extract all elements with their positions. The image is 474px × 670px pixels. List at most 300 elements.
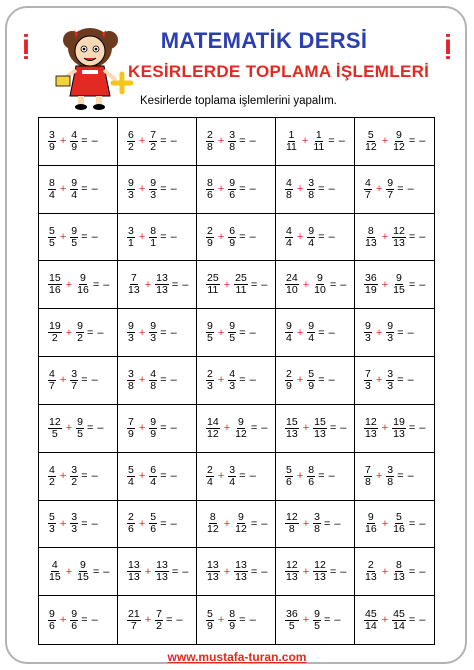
denominator: 11	[286, 140, 297, 153]
answer-blank: –	[182, 565, 189, 578]
exercise-cell	[197, 166, 276, 214]
fraction-right	[228, 178, 236, 201]
numerator: 9	[71, 607, 78, 620]
denominator: 15	[393, 284, 405, 297]
answer-blank: –	[176, 614, 183, 627]
fraction-right	[313, 417, 327, 440]
exercise-cell	[118, 453, 197, 501]
fraction-right	[392, 273, 406, 296]
fraction-right	[386, 369, 394, 392]
fraction-left	[48, 512, 56, 535]
numerator: 9	[150, 176, 157, 189]
equals-sign: =	[329, 278, 337, 291]
denominator: 10	[314, 284, 326, 297]
denominator: 9	[229, 236, 236, 249]
fraction-left	[206, 369, 214, 392]
plus-sign: +	[375, 183, 383, 196]
plus-sign: +	[381, 565, 389, 578]
numerator: 9	[77, 415, 83, 428]
denominator: 6	[49, 619, 55, 632]
fraction-right	[155, 560, 169, 583]
equals-sign: =	[408, 278, 416, 291]
fraction-right	[149, 321, 157, 344]
answer-blank: –	[407, 183, 414, 196]
numerator: 5	[286, 463, 292, 476]
plus-sign: +	[138, 470, 146, 483]
numerator: 5	[49, 224, 55, 237]
denominator: 3	[387, 379, 394, 392]
denominator: 13	[235, 571, 247, 584]
numerator: 13	[235, 559, 247, 572]
answer-blank: –	[249, 374, 256, 387]
numerator: 3	[71, 463, 78, 476]
numerator: 3	[229, 463, 236, 476]
numerator: 5	[128, 463, 134, 476]
denominator: 5	[51, 427, 58, 440]
fraction-right	[392, 512, 406, 535]
page-subtitle: KESİRLERDE TOPLAMA İŞLEMLERİ	[128, 62, 430, 81]
numerator: 5	[396, 511, 402, 524]
numerator: 13	[156, 559, 168, 572]
brand-logo-right: ị	[444, 29, 452, 60]
numerator: 15	[314, 415, 326, 428]
fraction-left	[364, 369, 372, 392]
plus-sign: +	[138, 183, 146, 196]
exercise-cell	[118, 357, 197, 405]
answer-blank: –	[407, 326, 414, 339]
numerator: 25	[207, 272, 219, 285]
equals-sign: =	[318, 470, 325, 483]
fraction-right	[70, 512, 78, 535]
numerator: 7	[130, 272, 137, 285]
equals-sign: =	[408, 231, 416, 244]
exercise-cell	[355, 166, 434, 214]
numerator: 9	[128, 176, 134, 189]
fraction-left	[206, 130, 214, 153]
answer-blank: –	[340, 278, 347, 291]
fraction-right	[234, 512, 248, 535]
plus-sign: +	[223, 278, 231, 291]
fraction-right	[392, 130, 406, 153]
exercise-cell	[118, 309, 197, 357]
fraction-right	[228, 609, 236, 632]
numerator: 8	[150, 224, 157, 237]
exercise-cell	[276, 596, 355, 644]
numerator: 2	[128, 511, 134, 524]
answer-blank: –	[170, 470, 177, 483]
exercise-cell	[355, 405, 434, 453]
denominator: 9	[150, 427, 157, 440]
fraction-left	[206, 560, 220, 583]
numerator: 5	[207, 607, 213, 620]
fraction-left	[206, 226, 214, 249]
exercise-cell	[118, 214, 197, 262]
numerator: 3	[128, 224, 134, 237]
equals-sign: =	[329, 422, 337, 435]
fraction-left	[285, 130, 298, 153]
denominator: 6	[71, 619, 78, 632]
plus-sign: +	[381, 135, 389, 148]
fraction-left	[364, 178, 372, 201]
answer-blank: –	[97, 422, 104, 435]
denominator: 3	[150, 332, 157, 345]
fraction-left	[285, 178, 293, 201]
equals-sign: =	[160, 374, 167, 387]
instruction-text: Kesirlerde toplama işlemlerini yapalım.	[140, 95, 337, 107]
fraction-right	[70, 178, 78, 201]
equals-sign: =	[397, 183, 404, 196]
fraction-right	[234, 417, 248, 440]
fraction-right	[155, 609, 163, 632]
equals-sign: =	[160, 183, 167, 196]
answer-blank: –	[91, 374, 98, 387]
denominator: 12	[207, 427, 219, 440]
numerator: 8	[308, 463, 315, 476]
numerator: 3	[128, 367, 134, 380]
equals-sign: =	[239, 135, 246, 148]
numerator: 4	[49, 463, 55, 476]
denominator: 3	[71, 523, 78, 536]
fraction-right	[307, 226, 315, 249]
numerator: 9	[128, 320, 134, 333]
denominator: 16	[77, 284, 89, 297]
numerator: 8	[229, 607, 236, 620]
equals-sign: =	[239, 614, 246, 627]
numerator: 9	[49, 607, 55, 620]
exercise-cell	[197, 214, 276, 262]
exercise-grid	[38, 117, 435, 645]
exercise-cell	[355, 357, 434, 405]
denominator: 15	[49, 571, 61, 584]
fraction-right	[386, 321, 394, 344]
plus-sign: +	[59, 517, 67, 530]
fraction-right	[312, 130, 325, 153]
numerator: 15	[286, 415, 298, 428]
plus-sign: +	[296, 231, 304, 244]
numerator: 4	[229, 367, 236, 380]
denominator: 8	[308, 188, 315, 201]
plus-sign: +	[138, 374, 146, 387]
equals-sign: =	[171, 565, 179, 578]
plus-sign: +	[217, 326, 225, 339]
fraction-left	[285, 369, 293, 392]
plus-sign: +	[302, 517, 310, 530]
denominator: 12	[365, 140, 377, 153]
fraction-left	[127, 609, 141, 632]
equals-sign: =	[318, 231, 325, 244]
fraction-right	[70, 609, 78, 632]
plus-sign: +	[381, 422, 389, 435]
fraction-right	[149, 512, 157, 535]
equals-sign: =	[92, 278, 100, 291]
exercise-cell	[118, 166, 197, 214]
answer-blank: –	[419, 135, 426, 148]
fraction-left	[206, 512, 220, 535]
denominator: 9	[308, 379, 315, 392]
plus-sign: +	[217, 470, 225, 483]
fraction-right	[228, 369, 236, 392]
denominator: 4	[207, 475, 213, 488]
fraction-left	[127, 273, 141, 296]
numerator: 12	[314, 559, 326, 572]
fraction-right	[307, 178, 315, 201]
exercise-cell	[276, 501, 355, 549]
answer-blank: –	[249, 614, 256, 627]
denominator: 16	[365, 523, 377, 536]
denominator: 3	[365, 332, 371, 345]
answer-blank: –	[103, 278, 110, 291]
fraction-right	[149, 226, 157, 249]
numerator: 3	[71, 367, 78, 380]
denominator: 13	[286, 571, 298, 584]
denominator: 4	[286, 332, 292, 345]
fraction-right	[70, 369, 78, 392]
answer-blank: –	[249, 135, 256, 148]
fraction-left	[364, 512, 378, 535]
plus-sign: +	[138, 326, 146, 339]
exercise-cell	[276, 548, 355, 596]
fraction-left	[364, 465, 372, 488]
fraction-left	[127, 130, 135, 153]
fraction-right	[313, 609, 321, 632]
equals-sign: =	[92, 565, 100, 578]
answer-blank: –	[340, 565, 347, 578]
denominator: 2	[49, 475, 55, 488]
fraction-left	[206, 609, 214, 632]
numerator: 13	[128, 559, 140, 572]
numerator: 2	[207, 224, 213, 237]
fraction-left	[206, 321, 214, 344]
numerator: 7	[156, 607, 162, 620]
numerator: 2	[286, 367, 292, 380]
exercise-cell	[39, 453, 118, 501]
denominator: 10	[286, 284, 298, 297]
exercise-cell	[39, 118, 118, 166]
denominator: 13	[393, 571, 405, 584]
fraction-right	[392, 417, 406, 440]
answer-blank: –	[338, 135, 345, 148]
denominator: 2	[77, 332, 83, 345]
fraction-left	[48, 609, 56, 632]
answer-blank: –	[328, 231, 335, 244]
plus-sign: +	[65, 278, 73, 291]
exercise-cell	[39, 548, 118, 596]
fraction-right	[313, 560, 327, 583]
fraction-left	[364, 560, 378, 583]
numerator: 9	[365, 320, 371, 333]
denominator: 11	[235, 284, 247, 297]
denominator: 13	[365, 571, 377, 584]
fraction-left	[48, 560, 62, 583]
fraction-right	[392, 226, 406, 249]
denominator: 4	[229, 475, 236, 488]
numerator: 7	[365, 367, 371, 380]
answer-blank: –	[340, 422, 347, 435]
exercise-cell	[39, 501, 118, 549]
fraction-left	[127, 512, 135, 535]
answer-blank: –	[261, 517, 268, 530]
denominator: 9	[49, 140, 55, 153]
denominator: 5	[229, 332, 236, 345]
plus-sign: +	[217, 183, 225, 196]
fraction-right	[76, 273, 90, 296]
equals-sign: =	[318, 183, 325, 196]
equals-sign: =	[160, 326, 167, 339]
denominator: 6	[229, 188, 236, 201]
equals-sign: =	[250, 565, 258, 578]
denominator: 5	[49, 236, 55, 249]
denominator: 9	[207, 619, 213, 632]
plus-sign: +	[217, 374, 225, 387]
equals-sign: =	[408, 565, 416, 578]
denominator: 8	[150, 379, 157, 392]
numerator: 9	[396, 128, 402, 141]
website-link[interactable]: www.mustafa-turan.com	[167, 650, 307, 664]
equals-sign: =	[250, 517, 258, 530]
numerator: 6	[150, 463, 157, 476]
numerator: 9	[396, 272, 402, 285]
plus-sign: +	[223, 565, 231, 578]
denominator: 15	[77, 571, 89, 584]
exercise-cell	[355, 453, 434, 501]
plus-sign: +	[381, 278, 389, 291]
denominator: 1	[150, 236, 157, 249]
plus-sign: +	[59, 183, 67, 196]
denominator: 8	[207, 140, 213, 153]
answer-blank: –	[170, 326, 177, 339]
plus-sign: +	[302, 614, 310, 627]
exercise-cell	[118, 501, 197, 549]
fraction-right	[307, 465, 315, 488]
answer-blank: –	[170, 231, 177, 244]
numerator: 3	[308, 176, 315, 189]
numerator: 3	[387, 367, 394, 380]
denominator: 2	[156, 619, 162, 632]
fraction-right	[307, 369, 315, 392]
denominator: 6	[128, 523, 134, 536]
numerator: 4	[286, 224, 292, 237]
denominator: 13	[207, 571, 219, 584]
denominator: 3	[387, 332, 394, 345]
denominator: 3	[207, 379, 213, 392]
answer-blank: –	[419, 614, 426, 627]
denominator: 13	[314, 427, 326, 440]
denominator: 9	[229, 619, 236, 632]
equals-sign: =	[408, 614, 416, 627]
numerator: 9	[314, 607, 320, 620]
plus-sign: +	[296, 374, 304, 387]
denominator: 7	[387, 188, 394, 201]
exercise-cell	[118, 596, 197, 644]
numerator: 5	[150, 511, 157, 524]
fraction-left	[206, 465, 214, 488]
denominator: 14	[365, 619, 377, 632]
numerator: 15	[49, 272, 61, 285]
exercise-cell	[276, 166, 355, 214]
numerator: 4	[286, 176, 292, 189]
denominator: 13	[128, 284, 140, 297]
equals-sign: =	[328, 135, 335, 148]
equals-sign: =	[239, 470, 246, 483]
exercise-cell	[197, 501, 276, 549]
answer-blank: –	[407, 374, 414, 387]
numerator: 6	[229, 224, 236, 237]
fraction-right	[70, 130, 78, 153]
exercise-cell	[39, 166, 118, 214]
answer-blank: –	[328, 183, 335, 196]
exercise-cell	[276, 453, 355, 501]
plus-sign: +	[302, 422, 310, 435]
numerator: 9	[238, 415, 244, 428]
numerator: 8	[396, 559, 402, 572]
exercise-cell	[39, 596, 118, 644]
numerator: 9	[286, 320, 292, 333]
exercise-cell	[197, 261, 276, 309]
equals-sign: =	[86, 326, 94, 339]
exercise-cell	[39, 357, 118, 405]
denominator: 9	[128, 427, 134, 440]
fraction-left	[364, 321, 372, 344]
denominator: 13	[393, 427, 405, 440]
answer-blank: –	[103, 565, 110, 578]
numerator: 8	[207, 176, 213, 189]
denominator: 3	[365, 379, 371, 392]
denominator: 2	[71, 475, 78, 488]
answer-blank: –	[328, 326, 335, 339]
exercise-cell	[276, 405, 355, 453]
equals-sign: =	[160, 517, 167, 530]
denominator: 13	[156, 571, 168, 584]
exercise-cell	[276, 214, 355, 262]
denominator: 6	[286, 475, 292, 488]
plus-sign: +	[59, 231, 67, 244]
fraction-left	[364, 226, 378, 249]
answer-blank: –	[261, 278, 268, 291]
equals-sign: =	[81, 470, 88, 483]
exercise-cell	[197, 309, 276, 357]
fraction-left	[206, 178, 214, 201]
numerator: 3	[71, 511, 78, 524]
denominator: 5	[77, 427, 83, 440]
plus-sign: +	[381, 231, 389, 244]
denominator: 7	[49, 379, 55, 392]
plus-sign: +	[65, 326, 73, 339]
fraction-right	[155, 273, 169, 296]
denominator: 13	[286, 427, 298, 440]
numerator: 8	[209, 511, 216, 524]
fraction-left	[285, 465, 293, 488]
fraction-left	[364, 417, 378, 440]
numerator: 13	[156, 272, 168, 285]
equals-sign: =	[160, 470, 167, 483]
denominator: 9	[286, 379, 292, 392]
fraction-left	[364, 609, 378, 632]
fraction-left	[48, 321, 62, 344]
fraction-left	[48, 226, 56, 249]
exercise-cell	[118, 118, 197, 166]
numerator: 6	[128, 128, 134, 141]
fraction-right	[307, 321, 315, 344]
fraction-left	[285, 417, 299, 440]
exercise-cell	[355, 548, 434, 596]
denominator: 13	[156, 284, 168, 297]
denominator: 5	[71, 236, 78, 249]
numerator: 1	[288, 128, 295, 141]
plus-sign: +	[59, 470, 67, 483]
numerator: 9	[229, 176, 236, 189]
numerator: 12	[286, 511, 298, 524]
answer-blank: –	[170, 183, 177, 196]
